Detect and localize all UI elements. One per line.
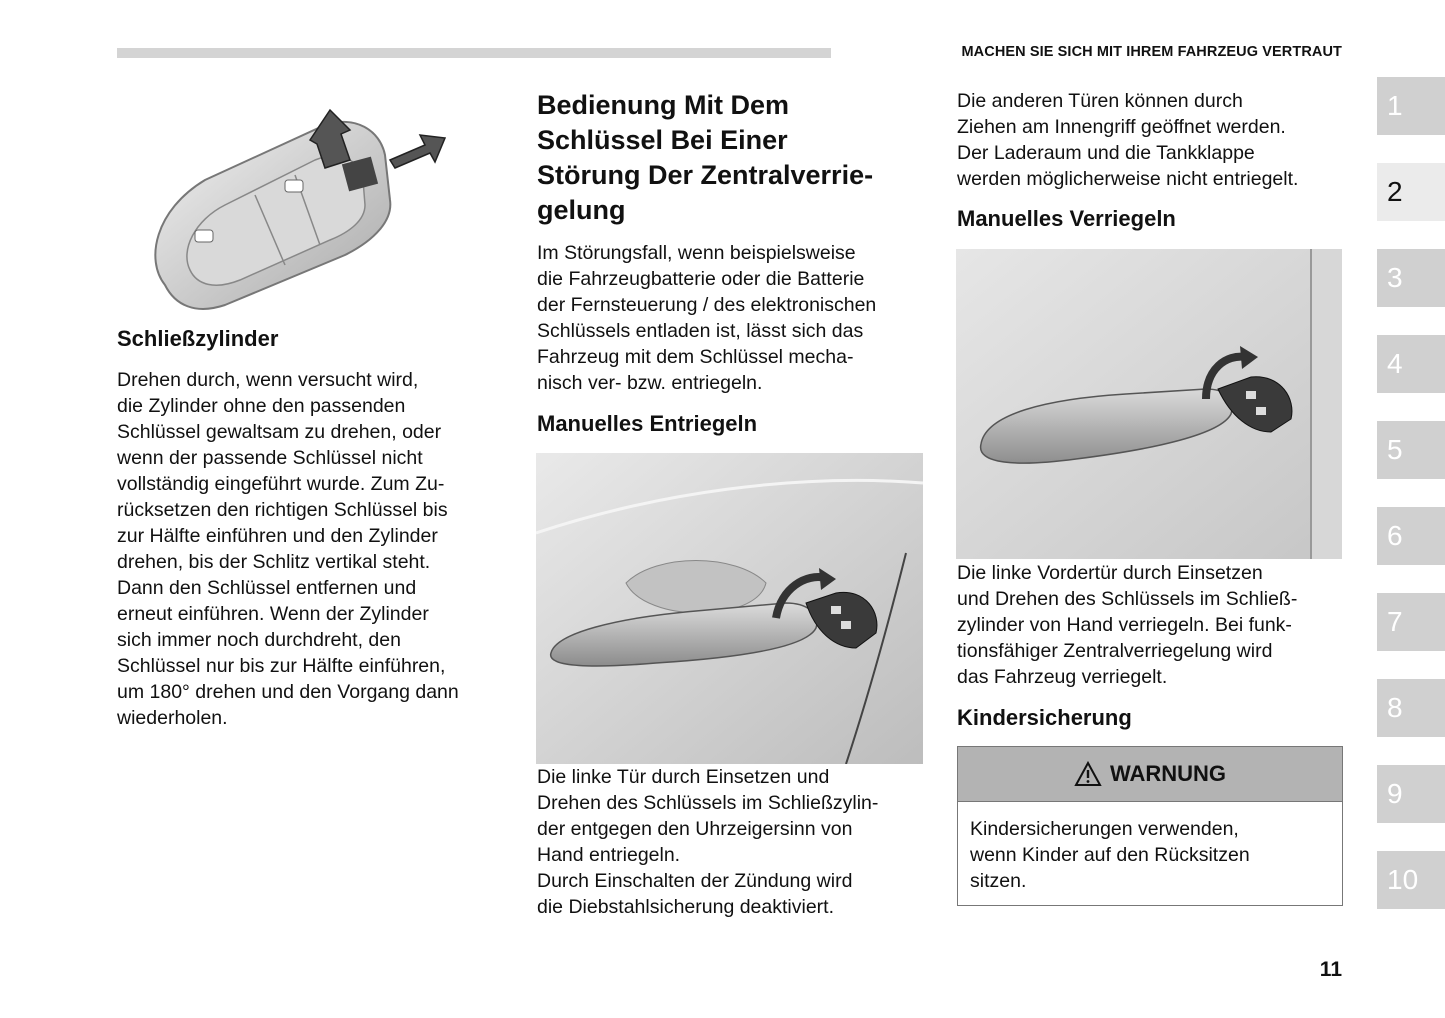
heading-schliesszylinder: Schließzylinder [117,326,279,351]
section-header: MACHEN SIE SICH MIT IHREM FAHRZEUG VERTRAUT [961,44,1342,60]
key-fob-illustration [145,100,455,315]
warning-box [957,746,1343,906]
door-handle-unlock-illustration [536,453,923,764]
chapter-tab-9[interactable]: 9 [1377,765,1445,823]
chapter-tab-2[interactable]: 2 [1377,163,1445,221]
warning-text: Kindersicherungen verwenden, wenn Kinder auf den Rücksitzen sitzen. [970,818,1250,892]
other-doors-text: Die anderen Türen können durch Ziehen am Innengriff geöffnet werden. Der Laderaum und die Tankklappe werden möglicherweise nicht entriegelt. [957,90,1299,190]
unlock-caption: Die linke Tür durch Einsetzen und Drehen des Schlüssels im Schließzylin- der entgegen den Uhrzeigersinn von Hand entriegeln. Durch Einschalten der Zündung wird die Diebstahlsicherung deaktiviert. [537,766,879,918]
chapter-tab-7[interactable]: 7 [1377,593,1445,651]
heading-kindersicherung: Kindersicherung [957,705,1132,730]
warning-header [958,747,1342,802]
heading-manuelles-verriegeln: Manuelles Verriegeln [957,206,1176,231]
chapter-tab-3[interactable]: 3 [1377,249,1445,307]
chapter-tab-1[interactable]: 1 [1377,77,1445,135]
chapter-tab-5[interactable]: 5 [1377,421,1445,479]
chapter-tab-4[interactable]: 4 [1377,335,1445,393]
chapter-tab-8[interactable]: 8 [1377,679,1445,737]
warning-title: WARNUNG [1109,761,1227,786]
lock-caption: Die linke Vordertür durch Einsetzen und Drehen des Schlüssels im Schließ- zylinder von Hand verriegeln. Bei funk- tionsfähiger Zentralverriegelung wird das Fahrzeug verriegelt. [957,562,1298,688]
page-title: Bedienung Mit Dem Schlüssel Bei Einer Störung Der Zentralverrie- gelung [537,90,874,225]
door-handle-lock-illustration [956,249,1342,559]
page-number: 11 [1319,958,1342,981]
chapter-tab-6[interactable]: 6 [1377,507,1445,565]
schliesszylinder-text: Drehen durch, wenn versucht wird, die Zylinder ohne den passenden Schlüssel gewaltsam zu drehen, oder wenn der passende Schlüssel nicht vollständig eingeführt wurde. Zum Zu- rücksetzen den richtigen Schlüssel bis zur Hälfte einführen und den Zylinder drehen, bis der Schlitz vertikal steht. Dann den Schlüssel entfernen und erneut einführen. Wenn der Zylinder sich immer noch durchdreht, den Schlüssel nur bis zur Hälfte einführen, um 180° drehen und den Vorgang dann wiederholen. [117,369,459,729]
heading-manuelles-entriegeln: Manuelles Entriegeln [537,411,758,436]
intro-text: Im Störungsfall, wenn beispielsweise die Fahrzeugbatterie oder die Batterie der Fernsteuerung / des elektronischen Schlüssels entladen ist, lässt sich das Fahrzeug mit dem Schlüssel mecha- nisch ver- bzw. entriegeln. [537,242,877,394]
chapter-tab-10[interactable]: 10 [1377,851,1445,909]
header-rule [117,48,831,58]
warning-triangle-icon [1074,761,1102,787]
